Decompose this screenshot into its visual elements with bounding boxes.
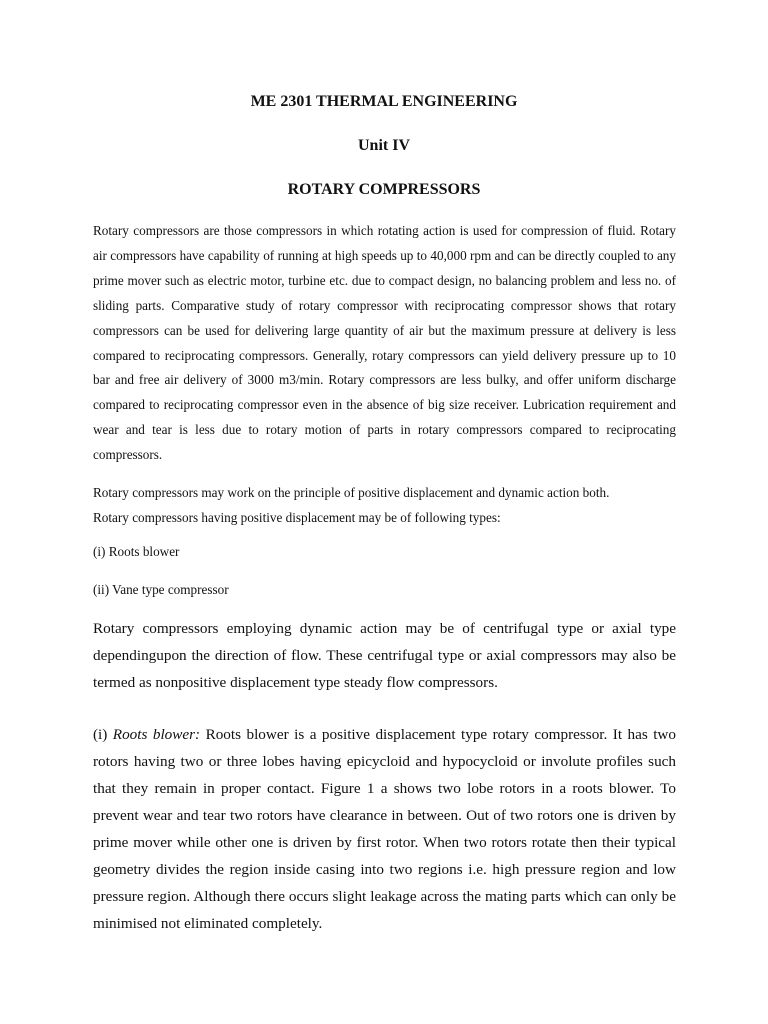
roots-blower-body: Roots blower is a positive displacement type rotary compressor. It has two rotors having two or three lobes having epicycloid and hypocycloid or involute profiles such that they remain in proper contact. Figure 1 a shows two lobe rotors in a roots blower. To prevent wear and tear two rotors have clearance in between. Out of two rotors one is driven by prime mover while other one is driven by first rotor. When two rotors rotate then their typical geometry divides the region inside casing into two regions i.e. high pressure region and low pressure region. Although there occurs slight leakage across the mating parts which can only be minimised not eliminated completely.	[93, 726, 676, 932]
topic-heading: ROTARY COMPRESSORS	[287, 181, 481, 198]
roots-blower-paragraph	[93, 721, 676, 937]
intro-paragraph: Rotary compressors are those compressors in which rotating action is used for compression of fluid. Rotary air compressors have capability of running at high speeds up to 40,000 rpm and can be directly coupled to any prime mover such as electric motor, turbine etc. due to compact design, no balancing problem and less no. of sliding parts. Comparative study of rotary compressor with reciprocating compressor shows that rotary compressors can be used for delivering large quantity of air but the maximum pressure at delivery is less compared to reciprocating compressors. Generally, rotary compressors can yield delivery pressure up to 10 bar and free air delivery of 3000 m3/min. Rotary compressors are less bulky, and offer uniform discharge compared to reciprocating compressor even in the absence of big size receiver. Lubrication requirement and wear and tear is less due to rotary motion of parts in rotary compressors compared to reciprocating compressors.	[93, 223, 676, 463]
roots-blower-term: Roots blower:	[112, 726, 201, 743]
unit-heading: Unit IV	[357, 137, 410, 154]
list-item-roots-blower: (i) Roots blower	[93, 544, 180, 559]
types-line-2: Rotary compressors having positive displacement may be of following types:	[93, 509, 501, 525]
list-item-vane-compressor: (ii) Vane type compressor	[93, 582, 229, 597]
course-title: ME 2301 THERMAL ENGINEERING	[250, 93, 518, 110]
dynamic-action-paragraph: Rotary compressors employing dynamic action may be of centrifugal type or axial type dependingupon the direction of flow. These centrifugal type or axial compressors may also be termed as nonpositive displacement type steady flow compressors.	[93, 620, 676, 691]
types-paragraph	[93, 481, 676, 531]
types-line-1: Rotary compressors may work on the principle of positive displacement and dynamic action both.	[93, 485, 610, 500]
roots-prefix: (i)	[93, 726, 113, 743]
